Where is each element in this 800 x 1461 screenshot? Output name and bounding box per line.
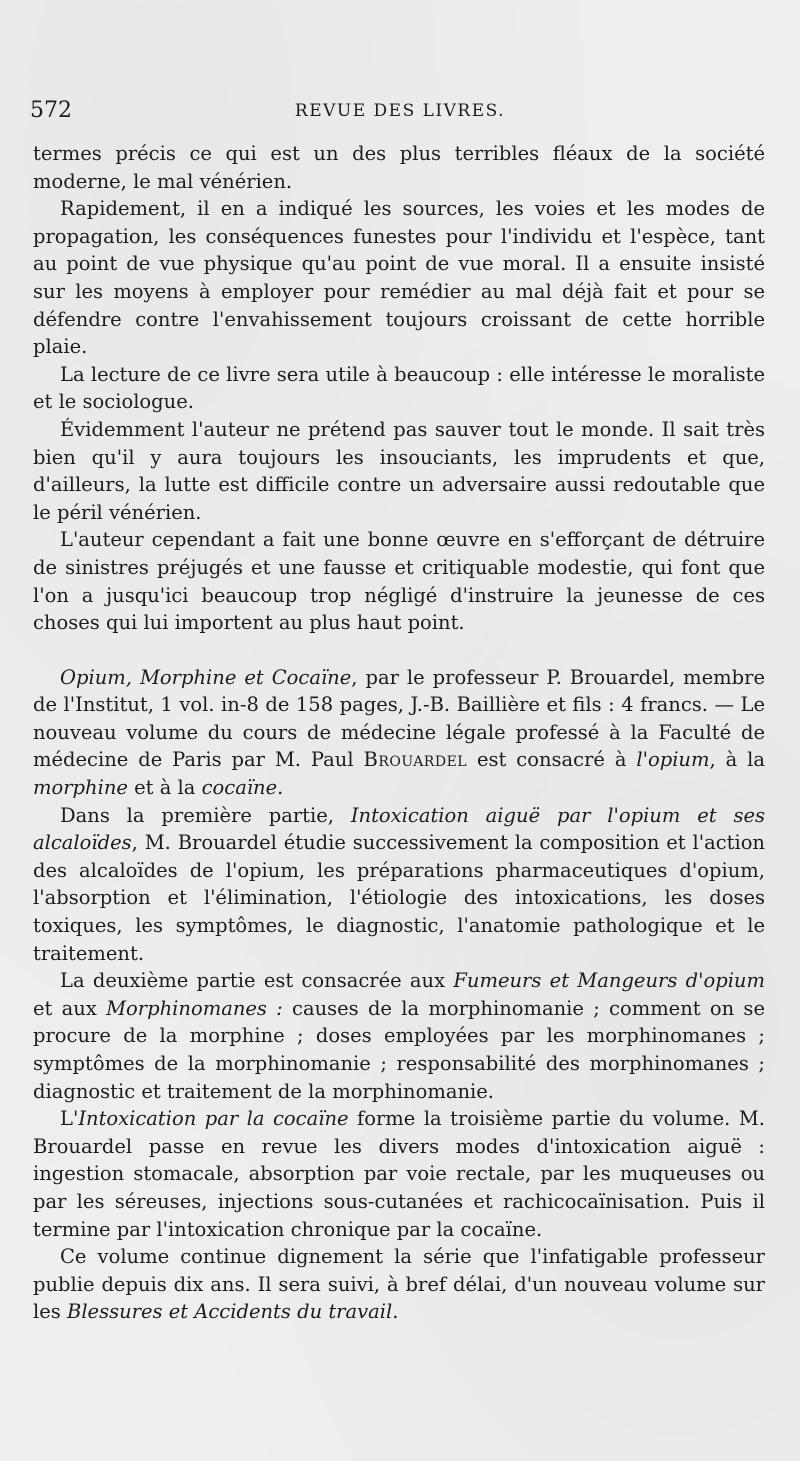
page-number: 572 — [30, 98, 72, 123]
paragraph-conclusion — [33, 1243, 765, 1326]
body-text — [33, 140, 765, 1326]
italic-term: cocaïne — [201, 776, 278, 800]
paragraph-auteur — [33, 526, 765, 636]
italic-term: l'opium — [636, 748, 710, 772]
paragraph-continuation — [33, 140, 765, 195]
text-run: . — [277, 776, 284, 800]
text-run: , à la — [709, 748, 765, 772]
paragraph-text: L'auteur cependant a fait une bonne œuvre en s'efforçant de détruire de sinistres préjugés et une fausse et critiquable modestie, qui font que l'on a jusqu'ici beaucoup trop négligé d'instruire la jeunesse de ces choses qui lui importent au plus haut point. — [33, 528, 765, 635]
text-run: causes de la morphinomanie ; comment on se procure de la morphine ; doses employées par les morphinomanes ; symptômes de la morphinomanie ; responsabilité des morphinomanes ; diagnostic et traitement de la morphinomanie. — [33, 996, 765, 1103]
paragraph-sources — [33, 195, 765, 361]
text-run: , M. Brouardel étudie successivement la composition et l'action des alcaloïdes de l'opium, les préparations pharmaceutiques d'opium, l'absorption et l'élimination, l'étiologie des intoxications, les doses toxiques, les symptômes, le diagnostic, l'anatomie pathologique et le traitement. — [33, 831, 765, 965]
italic-term: Intoxication par la cocaïne — [78, 1107, 349, 1131]
italic-term: Blessures et Accidents du travail — [66, 1300, 393, 1324]
paragraph-evidemment — [33, 416, 765, 526]
paragraph-text: La lecture de ce livre sera utile à beaucoup : elle intéresse le moraliste et le sociologue. — [33, 362, 765, 414]
italic-term: Morphinomanes : — [106, 996, 283, 1020]
paragraph-text: Rapidement, il en a indiqué les sources, les voies et les modes de propagation, les conséquences funestes pour l'individu et l'espèce, tant au point de vue physique qu'au point de vue moral. Il a ensuite insisté sur les moyens à employer pour remédier au mal déjà fait et pour se défendre contre l'envahissement toujours croissant de cette horrible plaie. — [33, 197, 765, 359]
text-run: Ce volume continue dignement la série que l'infatigable professeur publie depuis dix ans. Il sera suivi, à bref délai, d'un nouveau volume sur les — [33, 1245, 765, 1324]
italic-term: morphine — [33, 776, 128, 800]
paragraph-premiere-partie — [33, 802, 765, 968]
text-run: et aux — [33, 996, 107, 1020]
page-header — [30, 98, 770, 128]
review-entry-opium — [33, 664, 765, 802]
paragraph-text: termes précis ce qui est un des plus terribles fléaux de la société moderne, le mal vénérien. — [33, 142, 765, 193]
running-head: REVUE DES LIVRES. — [294, 101, 506, 121]
text-run: , par le professeur P. Brouardel, membre de l'Institut, 1 vol. in-8 de 158 pages, J.-B. Baillière et fils : 4 francs. — Le nouveau volume du cours de médecine légale professé à la Faculté de médecine de Paris par M. Paul — [33, 665, 766, 772]
text-run: Dans la première partie, — [60, 803, 351, 827]
paragraph-text: Évidemment l'auteur ne prétend pas sauver tout le monde. Il sait très bien qu'il y aura toujours les insouciants, les imprudents et que, d'ailleurs, la lutte est difficile contre un adversaire aussi redoutable que le péril vénérien. — [33, 417, 765, 524]
author-name: Brouardel — [363, 748, 468, 772]
text-run: et à la — [127, 776, 202, 800]
italic-term: Intoxication aiguë par l'opium et ses alcaloïdes — [33, 803, 765, 855]
text-run: L' — [60, 1107, 79, 1131]
paragraph-deuxieme-partie — [33, 967, 765, 1105]
paragraph-lecture — [33, 361, 765, 416]
italic-term: Fumeurs et Mangeurs d'opium — [453, 969, 765, 993]
paragraph-troisieme-partie — [33, 1105, 765, 1243]
text-run: La deuxième partie est consacrée aux — [60, 969, 454, 993]
text-run: est consacré à — [467, 748, 637, 772]
section-gap — [33, 637, 765, 664]
text-run: forme la troisième partie du volume. M. Brouardel passe en revue les divers modes d'intoxication aiguë : ingestion stomacale, absorption par voie rectale, par les muqueuses ou par les séreuses, injections sous-cutanées et rachicocaïnisation. Puis il termine par l'intoxication chronique par la cocaïne. — [33, 1107, 766, 1241]
book-title: Opium, Morphine et Cocaïne — [60, 665, 352, 689]
text-run: . — [392, 1300, 399, 1324]
